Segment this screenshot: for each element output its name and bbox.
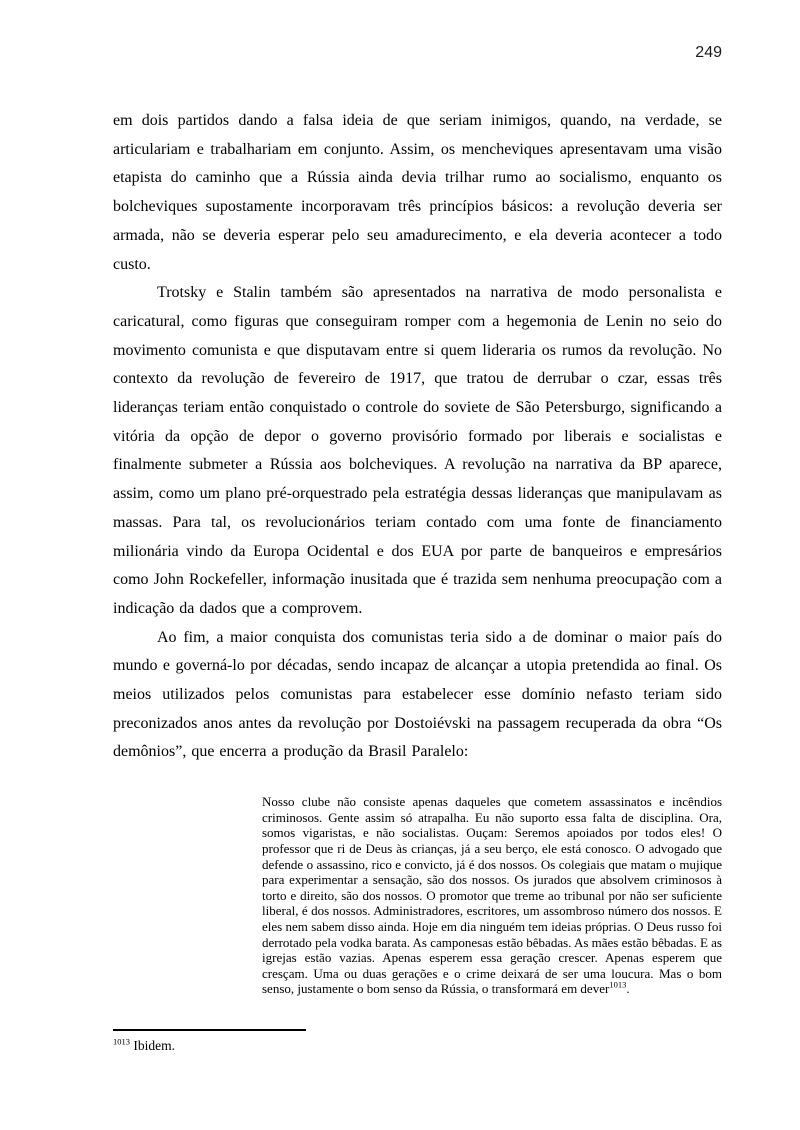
page-body (113, 107, 722, 997)
footnote-area (113, 1029, 722, 1054)
block-quote (262, 794, 722, 997)
footnote-label: Ibidem. (130, 1038, 175, 1053)
block-quote-text: Nosso clube não consiste apenas daqueles que cometem assassinatos e incêndios criminosos. Gente assim só atrapalha. Eu não suporto essa falta de disciplina. Ora, somos vigaristas, e não socialistas. Ouçam: Seremos apoiados por todos eles! O professor que ri de Deus às crianças, já a seu berço, ele está conosco. O advogado que defende o assassino, rico e convicto, já é dos nossos. Os colegiais que matam o mujique para experimentar a sensação, são dos nossos. Os jurados que absolvem criminosos à torto e direito, são dos nossos. O promotor que treme ao tribunal por não ser suficiente liberal, é dos nossos. Administradores, escritores, um assombroso número dos nossos. E eles nem sabem disso ainda. Hoje em dia ninguém tem ideias próprias. O Deus russo foi derrotado pela vodka barata. As camponesas estão bêbadas. As mães estão bêbadas. E as igrejas estão vazias. Apenas esperem essa geração crescer. Apenas esperem que cresçam. Uma ou duas gerações e o crime deixará de ser uma loucura. Mas o bom senso, justamente o bom senso da Rússia, o transformará em dever (262, 794, 722, 997)
footnote (113, 1038, 722, 1054)
footnote-separator-rule (113, 1029, 306, 1031)
block-quote-suffix: . (626, 981, 630, 997)
body-paragraph-2: Trotsky e Stalin também são apresentados na narrativa de modo personalista e caricatural, como figuras que conseguiram romper com a hegemonia de Lenin no seio do movimento comunista e que disputavam entre si quem lideraria os rumos da revolução. No contexto da revolução de fevereiro de 1917, que tratou de derrubar o czar, essas três lideranças teriam então conquistado o controle do soviete de São Petersburgo, significando a vitória da opção de depor o governo provisório formado por liberais e socialistas e finalmente submeter a Rússia aos bolcheviques. A revolução na narrativa da BP aparece, assim, como um plano pré-orquestrado pela estratégia dessas lideranças que manipulavam as massas. Para tal, os revolucionários teriam contado com uma fonte de financiamento milionária vindo da Europa Ocidental e dos EUA por parte de banqueiros e empresários como John Rockefeller, informação inusitada que é trazida sem nenhuma preocupação com a indicação da dados que a comprovem. (113, 284, 722, 617)
footnote-number: 1013 (113, 1036, 130, 1047)
footnote-reference-marker: 1013 (609, 979, 627, 990)
body-paragraph-3: Ao fim, a maior conquista dos comunistas teria sido a de dominar o maior país do mundo e governá-lo por décadas, sendo incapaz de alcançar a utopia pretendida ao final. Os meios utilizados pelos comunistas para estabelecer esse domínio nefasto teriam sido preconizados anos antes da revolução por Dostoiévski na passagem recuperada da obra “Os demônios”, que encerra a produção da Brasil Paralelo: (113, 628, 722, 761)
page-number: 249 (695, 44, 722, 61)
body-paragraph-1: em dois partidos dando a falsa ideia de que seriam inimigos, quando, na verdade, se articulariam e trabalhariam em conjunto. Assim, os mencheviques apresentavam uma visão etapista do caminho que a Rússia ainda devia trilhar rumo ao socialismo, enquanto os bolcheviques supostamente incorporavam três princípios básicos: a revolução deveria ser armada, não se deveria esperar pelo seu amadurecimento, e ela deveria acontecer a todo custo. (113, 112, 722, 273)
